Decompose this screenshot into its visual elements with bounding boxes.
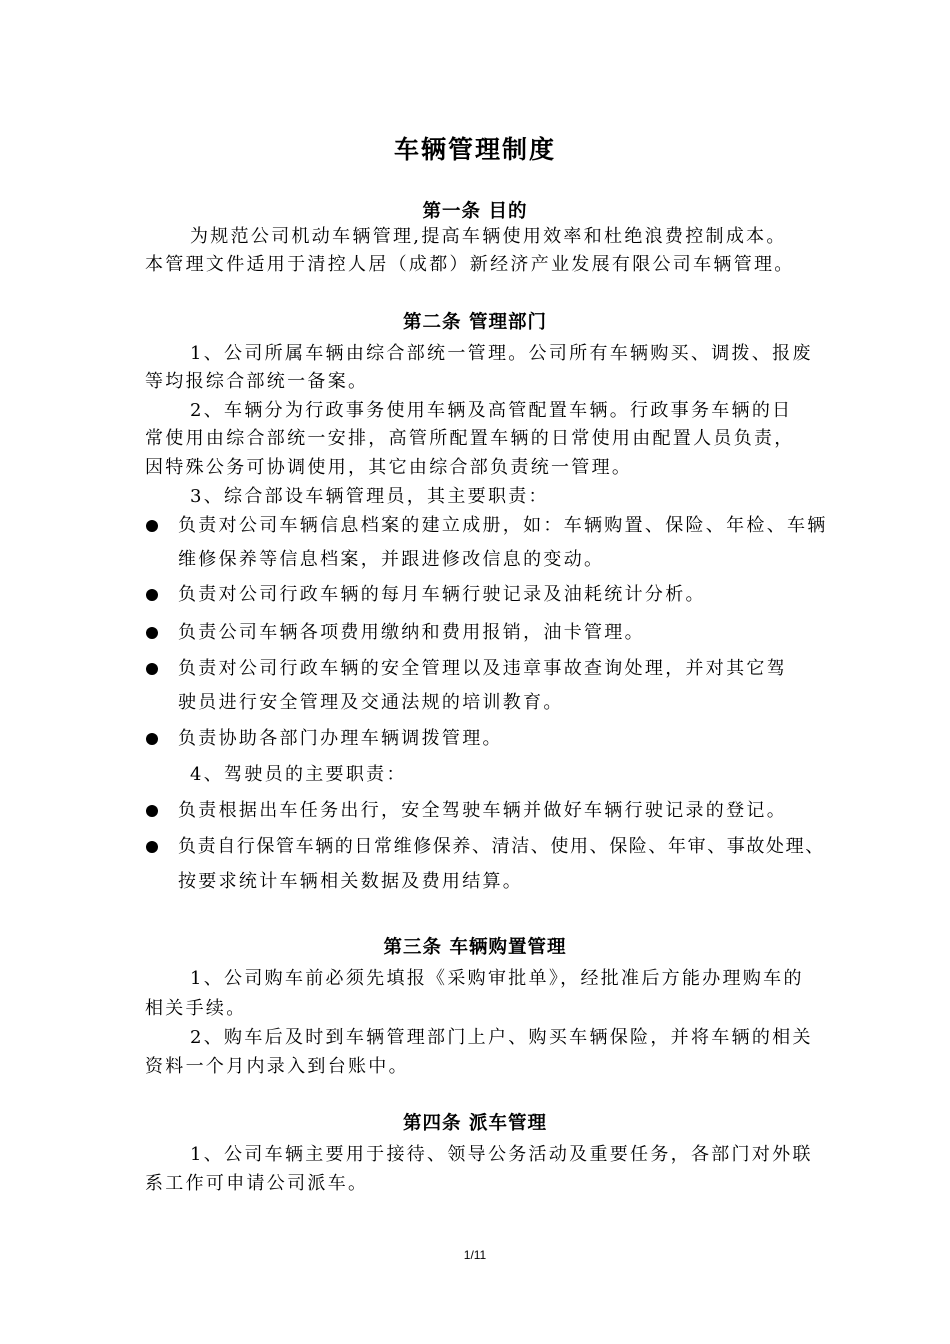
section-1-heading: 第一条 目的 [422,201,528,222]
paragraph-line: 系工作可申请公司派车。 [145,1173,369,1194]
bullet-dot [146,520,158,532]
list-item: 负责公司车辆各项费用缴纳和费用报销，油卡管理。 [178,622,645,643]
paragraph-line: 因特殊公务可协调使用，其它由综合部负责统一管理。 [145,457,633,478]
section-2-heading: 第二条 管理部门 [403,312,547,333]
list-item: 负责自行保管车辆的日常维修保养、清洁、使用、保险、年审、事故处理、 [178,836,825,857]
paragraph-line: 等均报综合部统一备案。 [145,371,369,392]
paragraph-line: 常使用由综合部统一安排，高管所配置车辆的日常使用由配置人员负责， [145,428,795,449]
bullet-dot [146,627,158,639]
paragraph-line: 本管理文件适用于清控人居（成都）新经济产业发展有限公司车辆管理。 [145,254,795,275]
list-item-continuation: 维修保养等信息档案，并跟进修改信息的变动。 [178,549,605,570]
bullet-dot [146,841,158,853]
paragraph-line: 1、公司所属车辆由综合部统一管理。公司所有车辆购买、调拨、报废 [190,343,813,364]
list-item: 负责根据出车任务出行，安全驾驶车辆并做好车辆行驶记录的登记。 [178,800,787,821]
bullet-dot [146,663,158,675]
list-item: 负责协助各部门办理车辆调拨管理。 [178,728,503,749]
document-title: 车辆管理制度 [393,135,556,164]
bullet-dot [146,733,158,745]
page-number: 1/11 [463,1248,487,1262]
list-item: 负责对公司行政车辆的每月车辆行驶记录及油耗统计分析。 [178,584,706,605]
paragraph-line: 4、驾驶员的主要职责： [190,764,407,785]
paragraph-line: 相关手续。 [145,998,247,1019]
list-item-continuation: 按要求统计车辆相关数据及费用结算。 [178,871,524,892]
paragraph-line: 资料一个月内录入到台账中。 [145,1056,409,1077]
list-item-continuation: 驶员进行安全管理及交通法规的培训教育。 [178,692,564,713]
paragraph-line: 2、车辆分为行政事务使用车辆及高管配置车辆。行政事务车辆的日 [190,400,793,421]
list-item: 负责对公司行政车辆的安全管理以及违章事故查询处理，并对其它驾 [178,658,787,679]
paragraph-line: 2、购车后及时到车辆管理部门上户、购买车辆保险，并将车辆的相关 [190,1027,813,1048]
paragraph-line: 1、公司车辆主要用于接待、领导公务活动及重要任务，各部门对外联 [190,1144,813,1165]
section-4-heading: 第四条 派车管理 [403,1113,547,1134]
bullet-dot [146,589,158,601]
list-item: 负责对公司车辆信息档案的建立成册，如：车辆购置、保险、年检、车辆 [178,515,828,536]
section-3-heading: 第三条 车辆购置管理 [383,937,567,958]
paragraph-line: 1、公司购车前必须先填报《采购审批单》，经批准后方能办理购车的 [190,968,804,989]
paragraph-line: 为规范公司机动车辆管理,提高车辆使用效率和杜绝浪费控制成本。 [190,226,787,247]
paragraph-line: 3、综合部设车辆管理员，其主要职责： [190,486,549,507]
bullet-dot [146,805,158,817]
